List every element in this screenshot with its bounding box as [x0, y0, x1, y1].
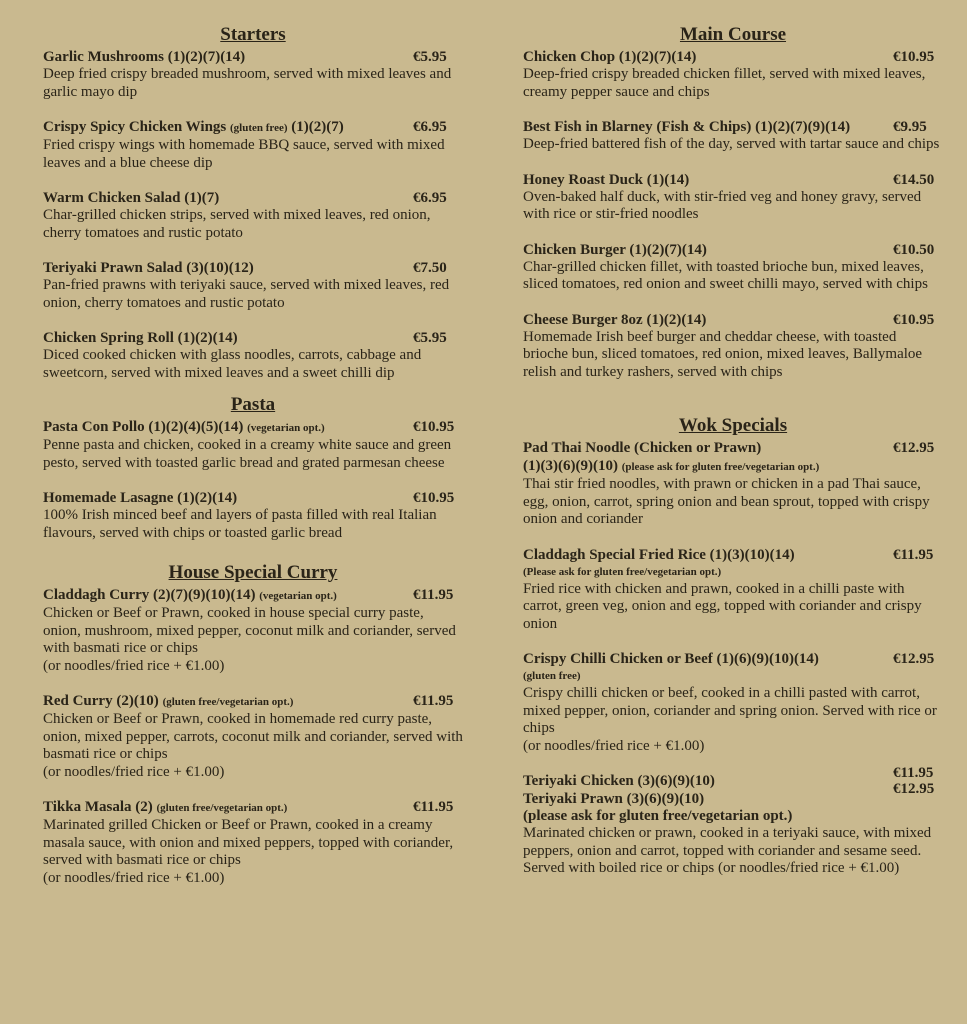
item-name: [43, 692, 463, 711]
item-name: Garlic Mushrooms (1)(2)(7)(14): [43, 49, 246, 65]
item-codes: (1)(2)(7): [287, 119, 344, 135]
item-name: Pad Thai Noodle (Chicken or Prawn): [523, 440, 762, 456]
menu-item: [523, 546, 943, 634]
menu-item: [523, 171, 943, 224]
section-title-wok-specials: Wok Specials: [678, 415, 788, 436]
item-description: Chicken or Beef or Prawn, cooked in homemade red curry paste, onion, mixed pepper, carrots, coconut milk and coriander, served with basmati rice or chips: [43, 711, 463, 762]
item-name-text: Red Curry (2)(10): [43, 693, 163, 709]
item-name: [43, 118, 463, 137]
item-name: Chicken Burger (1)(2)(7)(14): [523, 241, 707, 258]
menu-item: [523, 765, 943, 878]
item-description: Char-grilled chicken strips, served with mixed leaves, red onion, cherry tomatoes and rustic potato: [43, 207, 431, 241]
section-title-curry: House Special Curry: [168, 562, 338, 583]
item-name: Chicken Spring Roll (1)(2)(14): [43, 330, 238, 346]
item-description: Marinated chicken or prawn, cooked in a teriyaki sauce, with mixed peppers, onion and carrot, topped with coriander and sesame seed. Served with boiled rice or chips (or noodles/fried rice + €1.00): [523, 825, 932, 876]
item-name: Honey Roast Duck (1)(14): [523, 171, 690, 188]
menu-item: [523, 241, 943, 294]
item-note: (gluten free): [523, 670, 581, 682]
item-price: €10.95: [413, 419, 455, 435]
item-description: Deep fried crispy breaded mushroom, served with mixed leaves and garlic mayo dip: [43, 66, 452, 100]
menu-item: [523, 439, 943, 529]
section-title-main-course: Main Course: [679, 24, 787, 45]
item-note: (vegetarian opt.): [259, 590, 337, 602]
item-name: [43, 418, 463, 437]
item-codes: [523, 457, 943, 476]
item-price-secondary: €12.95: [893, 781, 935, 797]
item-description: Thai stir fried noodles, with prawn or chicken in a pad Thai sauce, egg, onion, carrot, spring onion and bean sprout, topped with crispy onion and coriander: [523, 476, 930, 527]
item-name-text: Tikka Masala (2): [43, 799, 157, 815]
right-column: [523, 24, 943, 895]
menu-item: [43, 189, 463, 242]
item-description: Deep-fried crispy breaded chicken fillet, served with mixed leaves, creamy pepper sauce and chips: [523, 66, 926, 100]
item-note: (please ask for gluten free/vegetarian opt.): [621, 461, 820, 473]
item-note: (gluten free/vegetarian opt.): [156, 802, 288, 814]
item-description: Crispy chilli chicken or beef, cooked in a chilli pasted with carrot, mixed pepper, onion, coriander and spring onion. Served with rice or chips: [523, 685, 937, 736]
item-price: €11.95: [893, 765, 934, 781]
item-price: €14.50: [893, 171, 935, 188]
item-name-text: Pasta Con Pollo (1)(2)(4)(5)(14): [43, 419, 248, 435]
item-price: €5.95: [413, 330, 447, 346]
item-name-secondary: Teriyaki Prawn (3)(6)(9)(10): [523, 791, 705, 807]
item-name: Crispy Chilli Chicken or Beef (1)(6)(9)(10)(14): [523, 651, 819, 667]
item-price: €12.95: [893, 440, 935, 456]
item-codes-text: (1)(3)(6)(9)(10): [523, 458, 622, 474]
menu-item: [43, 586, 463, 675]
item-note: (please ask for gluten free/vegetarian opt.): [523, 808, 793, 824]
menu-item: [43, 692, 463, 781]
item-price: €11.95: [413, 799, 454, 815]
menu-item: [523, 118, 943, 154]
item-price: €6.95: [413, 119, 447, 135]
item-description: Oven-baked half duck, with stir-fried veg and honey gravy, served with rice or stir-fried noodles: [523, 188, 922, 222]
item-price: €7.50: [413, 260, 447, 276]
item-name: [43, 586, 463, 605]
item-note: (Please ask for gluten free/vegetarian opt.): [523, 565, 722, 578]
menu-item: [43, 259, 463, 312]
item-name: Teriyaki Prawn Salad (3)(10)(12): [43, 260, 254, 276]
item-description: Char-grilled chicken fillet, with toasted brioche bun, mixed leaves, sliced tomatoes, red onion and sweet chilli mayo, served with chips: [523, 258, 928, 292]
item-name: Chicken Chop (1)(2)(7)(14): [523, 49, 697, 65]
item-description: Chicken or Beef or Prawn, cooked in house special curry paste, onion, mushroom, mixed pepper, coconut milk and coriander, served with basmati rice or chips: [43, 605, 456, 656]
item-price: €10.50: [893, 241, 935, 258]
item-note: (gluten free): [230, 122, 288, 134]
item-name: Warm Chicken Salad (1)(7): [43, 190, 220, 206]
item-name: Homemade Lasagne (1)(2)(14): [43, 490, 238, 506]
item-price: €10.95: [893, 311, 935, 328]
item-extra: (or noodles/fried rice + €1.00): [523, 737, 705, 754]
section-title-starters: Starters: [220, 24, 286, 45]
item-name: Claddagh Special Fried Rice (1)(3)(10)(14): [523, 546, 795, 563]
menu-item: [523, 650, 943, 755]
left-column: [43, 24, 463, 904]
item-description: Diced cooked chicken with glass noodles, carrots, cabbage and sweetcorn, served with mixed leaves and a sweet chilli dip: [43, 347, 422, 381]
item-description: Deep-fried battered fish of the day, served with tartar sauce and chips: [523, 136, 940, 152]
item-name: Best Fish in Blarney (Fish & Chips) (1)(2)(7)(9)(14): [523, 119, 851, 135]
menu-item: [43, 48, 463, 101]
item-price: €12.95: [893, 651, 935, 667]
item-description: Fried rice with chicken and prawn, cooked in a chilli paste with carrot, green veg, onion and egg, topped with coriander and crispy onion: [523, 580, 922, 632]
item-price: €11.95: [413, 587, 454, 603]
item-price: €10.95: [893, 49, 935, 65]
item-extra: (or noodles/fried rice + €1.00): [43, 657, 225, 674]
item-description: Pan-fried prawns with teriyaki sauce, served with mixed leaves, red onion, cherry tomatoes and rustic potato: [43, 277, 450, 311]
menu-item: [43, 418, 463, 472]
item-description: 100% Irish minced beef and layers of pasta filled with real Italian flavours, served with chips or toasted garlic bread: [43, 507, 437, 541]
item-description: Marinated grilled Chicken or Beef or Prawn, cooked in a creamy masala sauce, with onion and mixed peppers, topped with coriander, served with basmati rice or chips: [43, 817, 454, 868]
item-name-text: Crispy Spicy Chicken Wings: [43, 119, 227, 135]
item-price: €10.95: [413, 490, 455, 506]
item-note: (vegetarian opt.): [247, 422, 325, 434]
item-note: (gluten free/vegetarian opt.): [162, 696, 294, 708]
item-name: Cheese Burger 8oz (1)(2)(14): [523, 311, 707, 328]
item-price: €6.95: [413, 190, 447, 206]
item-price: €11.95: [413, 693, 454, 709]
item-description: Fried crispy wings with homemade BBQ sauce, served with mixed leaves and a blue cheese dip: [43, 137, 445, 171]
item-description: Penne pasta and chicken, cooked in a creamy white sauce and green pesto, served with toasted garlic bread and grated parmesan cheese: [43, 437, 452, 471]
item-description: Homemade Irish beef burger and cheddar cheese, with toasted brioche bun, sliced tomatoes, red onion, mixed leaves, Ballymaloe relish and turkey rashers, served with chips: [523, 328, 923, 380]
item-extra: (or noodles/fried rice + €1.00): [43, 763, 225, 780]
item-extra: (or noodles/fried rice + €1.00): [43, 869, 225, 886]
menu-item: [523, 311, 943, 382]
item-price: €5.95: [413, 49, 447, 65]
item-name: [43, 798, 463, 817]
item-price: €11.95: [893, 546, 934, 563]
item-name-text: Claddagh Curry (2)(7)(9)(10)(14): [43, 587, 260, 603]
menu-item: [43, 118, 463, 172]
menu-item: [43, 489, 463, 542]
menu-item: [43, 329, 463, 382]
item-price: €9.95: [893, 119, 927, 135]
section-title-pasta: Pasta: [230, 394, 276, 415]
menu-item: [523, 48, 943, 101]
menu-item: [43, 798, 463, 887]
item-name: Teriyaki Chicken (3)(6)(9)(10): [523, 773, 715, 789]
